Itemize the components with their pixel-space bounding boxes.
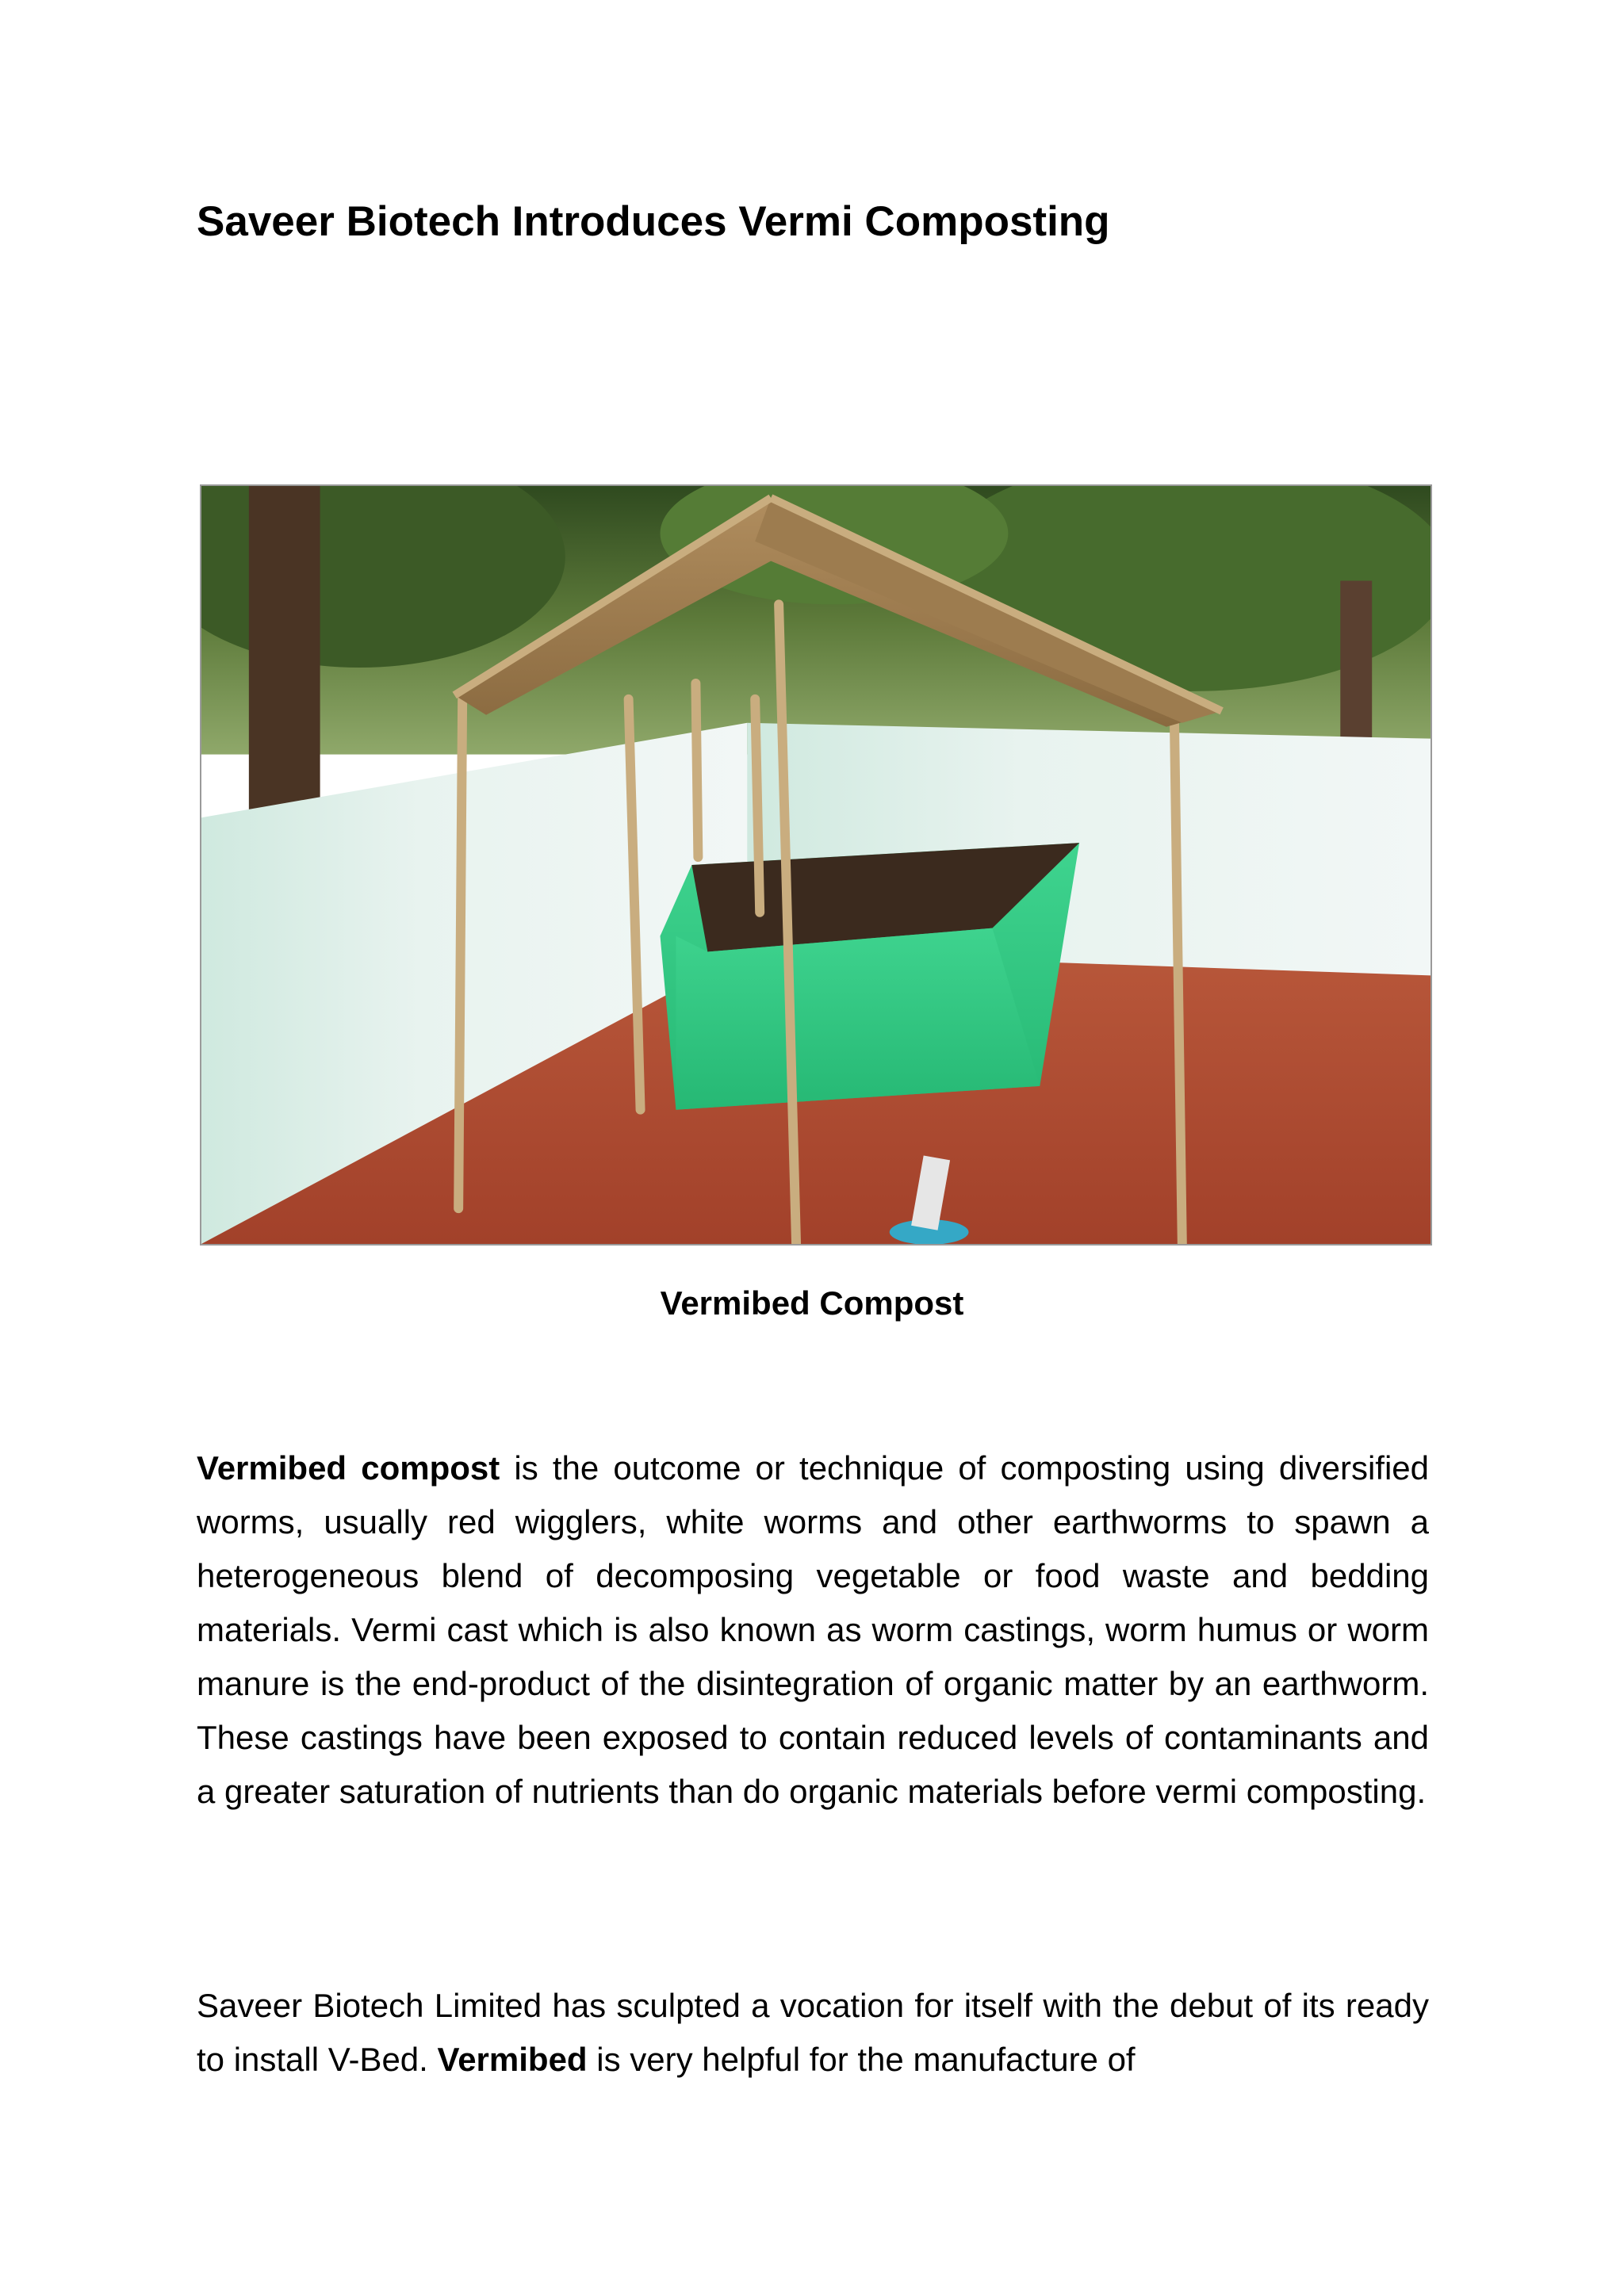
bold-term: Vermibed compost [197,1449,500,1487]
paragraph-vermibed-intro [197,1441,1429,1819]
vermibed-illustration [201,486,1431,1244]
paragraph-saveer-vbed [197,1979,1429,2087]
vermibed-photo [200,484,1432,1246]
figure-caption: Vermibed Compost [660,1284,964,1322]
bold-term: Vermibed [437,2041,588,2078]
paragraph-text: is very helpful for the manufacture of [587,2041,1136,2078]
paragraph-text: Saveer Biotech Limited has sculpted a vocation for itself with the debut of its ready to install V-Bed. [197,1987,1429,2078]
page-title: Saveer Biotech Introduces Vermi Composting [197,198,1110,245]
paragraph-text: is the outcome or technique of composting using diversified worms, usually red wigglers, white worms and other earthworms to spawn a heterogeneous blend of decomposing vegetable or food waste and bedding materials. Vermi cast which is also known as worm castings, worm humus or worm manure is the end-product of the disintegration of organic matter by an earthworm. These castings have been exposed to contain reduced levels of contaminants and a greater saturation of nutrients than do organic materials before vermi composting. [197,1449,1429,1810]
